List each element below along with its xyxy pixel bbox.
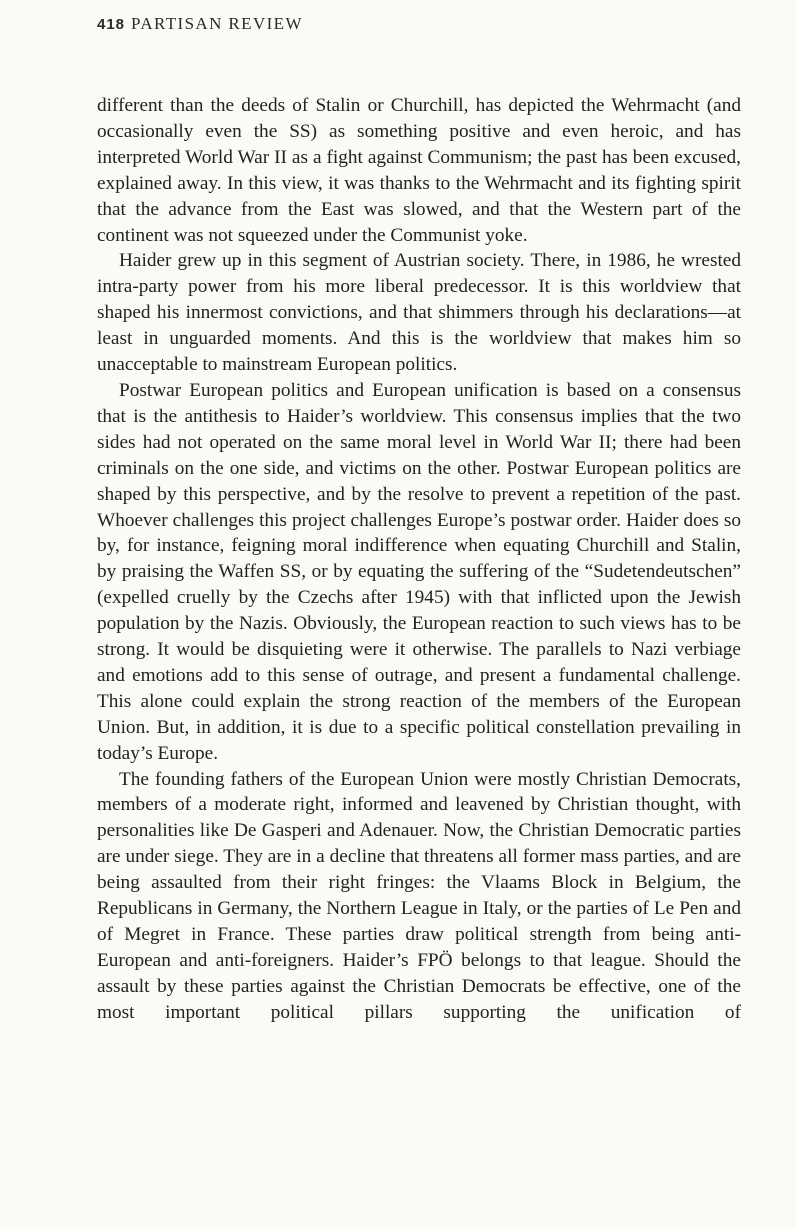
paragraph-3: Postwar European politics and European unification is based on a consensus that is the antithesis to Haider’s worldview. This consensus implies that the two sides had not operated on the same moral level in World War II; there had been criminals on the one side, and victims on the other. Postwar European politics are shaped by this perspective, and by the resolve to prevent a repetition of the past. Whoever challenges this project challenges Europe’s postwar order. Haider does so by, for instance, feigning moral indifference when equating Churchill and Stalin, by praising the Waffen SS, or by equating the suffering of the “Sudetendeutschen” (expelled cruelly by the Czechs after 1945) with that inflicted upon the Jewish population by the Nazis. Obviously, the European reaction to such views has to be strong. It would be disquieting were it otherwise. The parallels to Nazi verbiage and emotions add to this sense of outrage, and present a fundamental challenge. This alone could explain the strong reaction of the members of the European Union. But, in addition, it is due to a specific political constellation prevailing in today’s Europe.	[97, 379, 741, 764]
article-body	[97, 93, 741, 1026]
running-head	[97, 14, 303, 34]
page-number: 418	[97, 16, 126, 33]
journal-title: PARTISAN REVIEW	[131, 14, 303, 33]
paragraph-1: different than the deeds of Stalin or Churchill, has depicted the Wehrmacht (and occasionally even the SS) as something positive and even heroic, and has interpreted World War II as a fight against Communism; the past has been excused, explained away. In this view, it was thanks to the Wehrmacht and its fighting spirit that the advance from the East was slowed, and that the Western part of the continent was not squeezed under the Communist yoke.	[97, 95, 741, 246]
paragraph-4: The founding fathers of the European Union were mostly Christian Democrats, members of a moderate right, informed and leavened by Christian thought, with personalities like De Gasperi and Adenauer. Now, the Christian Democratic parties are under siege. They are in a decline that threatens all former mass parties, and are being assaulted from their right fringes: the Vlaams Block in Belgium, the Republicans in Germany, the Northern League in Italy, or the parties of Le Pen and of Megret in France. These parties draw political strength from being anti-European and anti-foreigners. Haider’s FPÖ belongs to that league. Should the assault by these parties against the Christian Democrats be effective, one of the most important political pillars supporting the unification of	[97, 768, 741, 1023]
paragraph-2: Haider grew up in this segment of Austrian society. There, in 1986, he wrested intra-party power from his more liberal predecessor. It is this worldview that shaped his innermost convictions, and that shimmers through his declarations—at least in unguarded moments. And this is the worldview that makes him so unacceptable to mainstream European politics.	[97, 250, 741, 376]
